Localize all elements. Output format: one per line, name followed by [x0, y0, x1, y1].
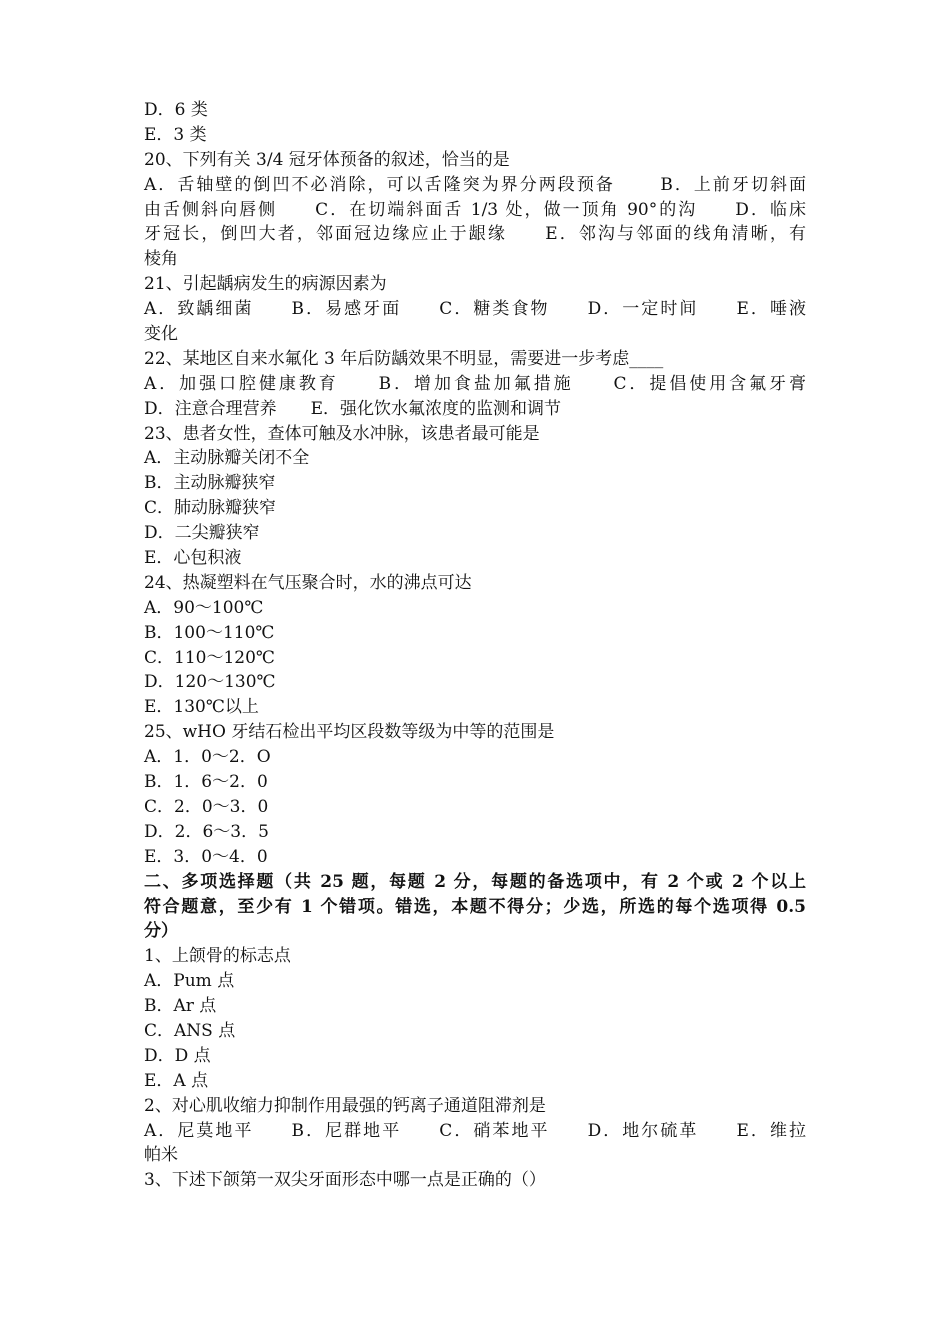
- text-line: A．加强口腔健康教育 B．增加食盐加氟措施 C．提倡使用含氟牙膏: [144, 373, 806, 394]
- text-line: A．1．0～2．O: [144, 747, 271, 768]
- section-heading-line: 二、多项选择题（共 25 题，每题 2 分，每题的备选项中，有 2 个或 2 个以上: [144, 871, 806, 892]
- text-line: B．Ar 点: [144, 996, 217, 1017]
- text-line: A．舌轴壁的倒凹不必消除，可以舌隆突为界分两段预备 B．上前牙切斜面: [144, 174, 806, 195]
- text-line: D．6 类: [144, 100, 208, 120]
- text-line: 24、热凝塑料在气压聚合时，水的沸点可达: [144, 572, 472, 593]
- text-line: C．2．0～3．0: [144, 796, 269, 817]
- text-line: C．110～120℃: [144, 647, 275, 668]
- text-line: E．130℃以上: [144, 697, 259, 718]
- text-line: D．二尖瓣狭窄: [144, 523, 260, 544]
- text-line: 棱角: [144, 249, 178, 270]
- text-line: 21、引起龋病发生的病源因素为: [144, 274, 387, 295]
- text-line: D．2．6～3．5: [144, 821, 269, 842]
- text-line: E．A 点: [144, 1070, 209, 1091]
- text-line: E．心包积液: [144, 548, 242, 569]
- text-line: A．Pum 点: [144, 971, 235, 992]
- text-line: D．D 点: [144, 1045, 211, 1066]
- text-line: B．主动脉瓣狭窄: [144, 473, 276, 494]
- text-line: A．致龋细菌 B．易感牙面 C．糖类食物 D．一定时间 E．唾液: [144, 299, 806, 320]
- text-line: 22、某地区自来水氟化 3 年后防龋效果不明显，需要进一步考虑____: [144, 348, 664, 369]
- text-line: 23、患者女性，查体可触及水冲脉，该患者最可能是: [144, 423, 540, 444]
- text-line: 变化: [144, 324, 178, 345]
- text-line: C．肺动脉瓣狭窄: [144, 498, 277, 519]
- section-heading-line: 分）: [144, 921, 178, 942]
- text-line: D．120～130℃: [144, 672, 276, 693]
- text-line: B．1．6～2．0: [144, 772, 268, 793]
- text-line: A．主动脉瓣关闭不全: [144, 448, 310, 469]
- text-line: E．3 类: [144, 124, 207, 145]
- text-line: 1、上颌骨的标志点: [144, 946, 291, 967]
- text-line: 25、wHO 牙结石检出平均区段数等级为中等的范围是: [144, 722, 555, 743]
- text-line: 3、下述下颌第一双尖牙面形态中哪一点是正确的（）: [144, 1170, 546, 1191]
- text-line: D．注意合理营养 E．强化饮水氟浓度的监测和调节: [144, 398, 562, 419]
- text-line: 由舌侧斜向唇侧 C．在切端斜面舌 1/3 处，做一顶角 90°的沟 D．临床: [144, 199, 806, 220]
- text-line: 2、对心肌收缩力抑制作用最强的钙离子通道阻滞剂是: [144, 1095, 546, 1116]
- text-line: 牙冠长，倒凹大者，邻面冠边缘应止于龈缘 E．邻沟与邻面的线角清晰，有: [144, 224, 806, 245]
- exam-text-body: [144, 98, 806, 1193]
- text-line: 帕米: [144, 1145, 178, 1166]
- text-line: B．100～110℃: [144, 622, 275, 643]
- text-line: A．90～100℃: [144, 597, 264, 618]
- text-line: 20、下列有关 3/4 冠牙体预备的叙述，恰当的是: [144, 149, 510, 170]
- text-line: A．尼莫地平 B．尼群地平 C．硝苯地平 D．地尔硫革 E．维拉: [144, 1120, 806, 1141]
- section-heading-line: 符合题意，至少有 1 个错项。错选，本题不得分；少选，所选的每个选项得 0.5: [144, 896, 806, 917]
- text-line: E．3．0～4．0: [144, 846, 268, 867]
- text-line: C．ANS 点: [144, 1020, 236, 1041]
